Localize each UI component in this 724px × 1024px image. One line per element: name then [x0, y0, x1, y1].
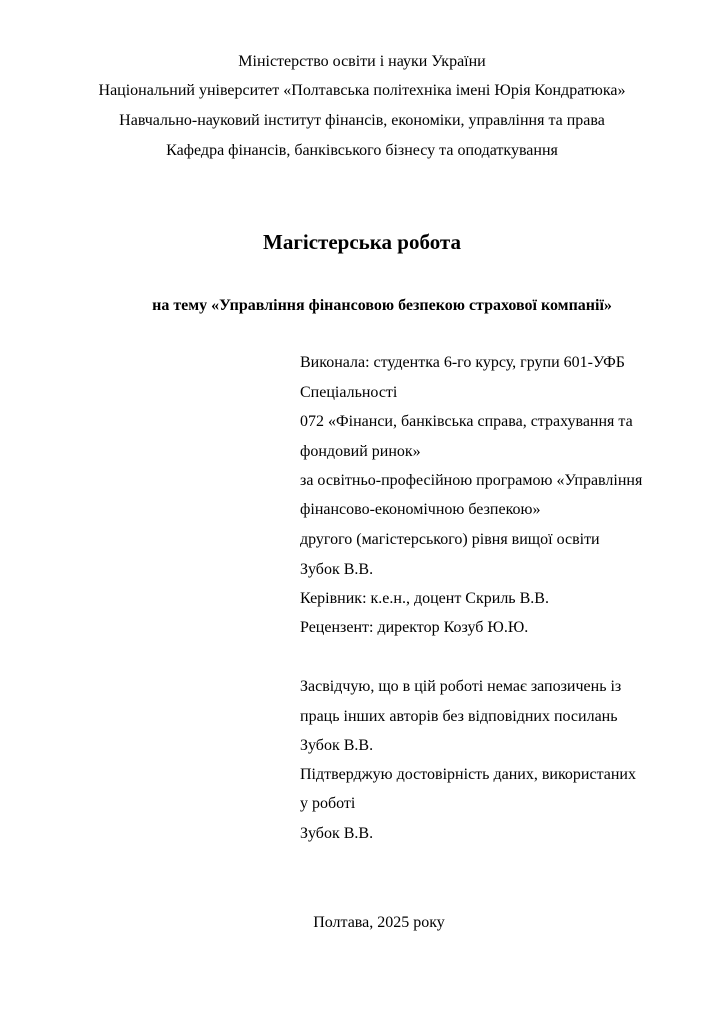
ministry-line: Міністерство освіти і науки України [238, 53, 486, 70]
document-title: Магістерська робота [263, 230, 461, 254]
declaration-line-1: Засвідчую, що в цій роботі немає запозичень із [300, 678, 622, 695]
author-line-1: Виконала: студентка 6-го курсу, групи 601-УФБ [300, 354, 625, 371]
institute-line: Навчально-науковий інститут фінансів, економіки, управління та права [119, 112, 605, 129]
declaration-line-2: праць інших авторів без відповідних посилань [300, 708, 618, 725]
author-line-6: фінансово-економічною безпекою» [300, 501, 541, 518]
thesis-topic: на тему «Управління фінансовою безпекою страхової компанії» [152, 297, 612, 314]
supervisor-line: Керівник: к.е.н., доцент Скриль В.В. [300, 590, 549, 607]
author-line-7: другого (магістерського) рівня вищої освіти [300, 531, 600, 548]
university-line: Національний університет «Полтавська політехніка імені Юрія Кондратюка» [98, 82, 626, 99]
author-line-5: за освітньо-професійною програмою «Управління [300, 472, 643, 489]
declaration-signature-2: Зубок В.В. [300, 825, 374, 842]
author-line-2: Спеціальності [300, 384, 398, 401]
reviewer-line: Рецензент: директор Козуб Ю.Ю. [300, 619, 529, 636]
author-line-3: 072 «Фінанси, банківська справа, страхування та [300, 413, 633, 430]
declaration-line-4: Підтверджую достовірність даних, використаних [300, 766, 636, 783]
place-and-year: Полтава, 2025 року [313, 914, 445, 931]
author-name: Зубок В.В. [300, 561, 374, 578]
declaration-line-5: у роботі [300, 795, 356, 812]
author-line-4: фондовий ринок» [300, 443, 421, 460]
department-line: Кафедра фінансів, банківського бізнесу та оподаткування [166, 142, 558, 159]
declaration-signature-1: Зубок В.В. [300, 737, 374, 754]
